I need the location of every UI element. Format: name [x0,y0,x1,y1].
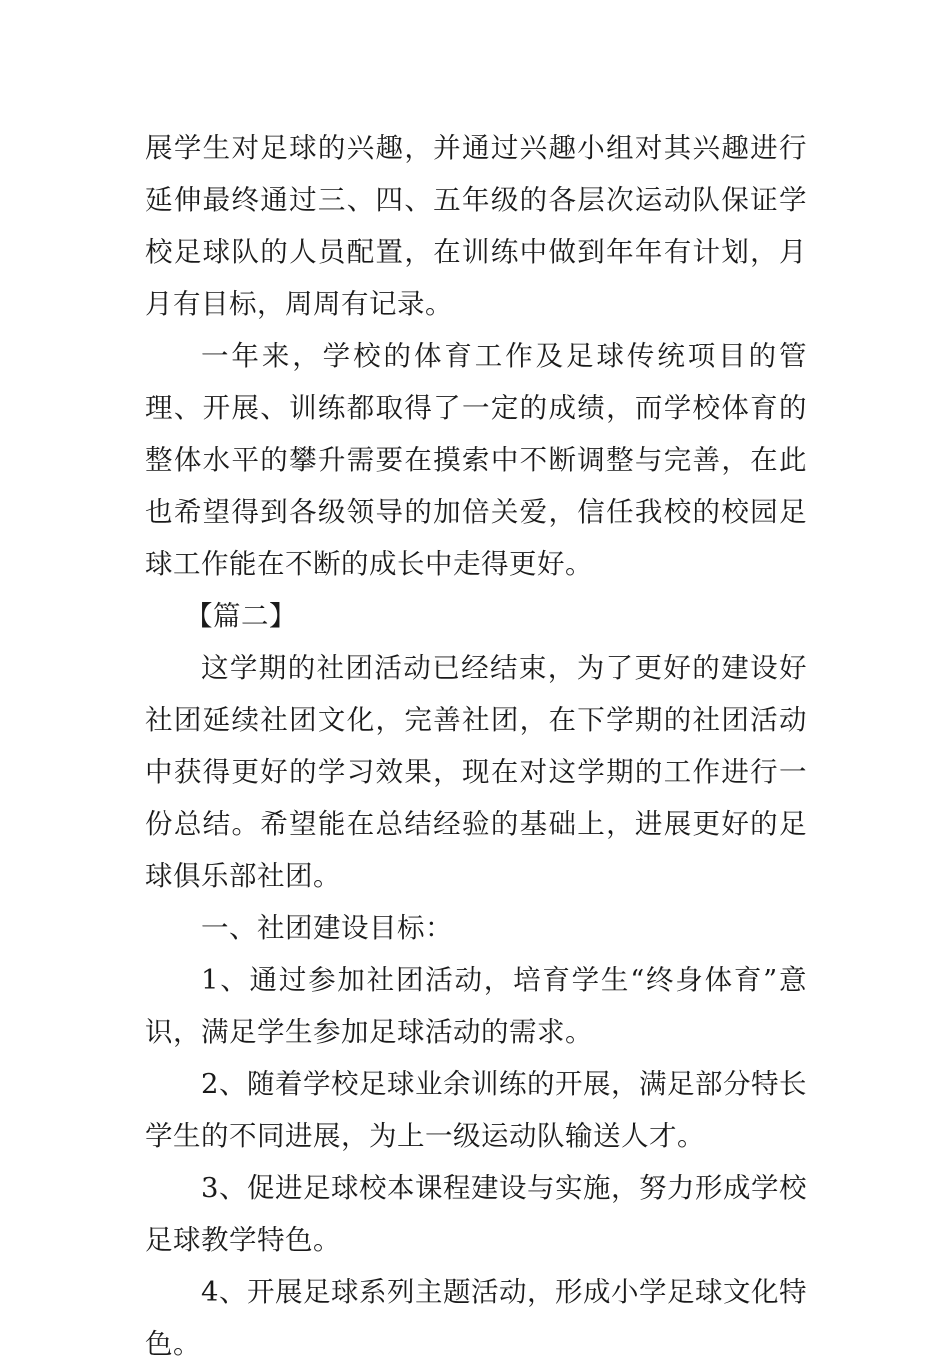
subheading-goals: 一、社团建设目标： [201,912,453,944]
goal-item-3: 3、促进足球校本课程建设与实施，努力形成学校足球教学特色。 [145,1172,807,1256]
goal-item-1: 1、通过参加社团活动，培育学生“终身体育”意识，满足学生参加足球活动的需求。 [145,964,807,1048]
paragraph-continuation: 展学生对足球的兴趣，并通过兴趣小组对其兴趣进行延伸最终通过三、四、五年级的各层次运动队保证学校足球队的人员配置，在训练中做到年年有计划，月月有目标，周周有记录。 [145,132,807,320]
paragraph-summary: 一年来，学校的体育工作及足球传统项目的管理、开展、训练都取得了一定的成绩，而学校体育的整体水平的攀升需要在摸索中不断调整与完善，在此也希望得到各级领导的加倍关爱，信任我校的校园足球工作能在不断的成长中走得更好。 [145,340,807,580]
paragraph-intro: 这学期的社团活动已经结束，为了更好的建设好社团延续社团文化，完善社团，在下学期的社团活动中获得更好的学习效果，现在对这学期的工作进行一份总结。希望能在总结经验的基础上，进展更好的足球俱乐部社团。 [145,652,807,892]
document-body [145,122,807,1370]
goal-item-4: 4、开展足球系列主题活动，形成小学足球文化特色。 [145,1276,807,1360]
goal-item-2: 2、随着学校足球业余训练的开展，满足部分特长学生的不同进展，为上一级运动队输送人才。 [145,1068,807,1152]
section-heading: 【篇二】 [185,600,297,632]
